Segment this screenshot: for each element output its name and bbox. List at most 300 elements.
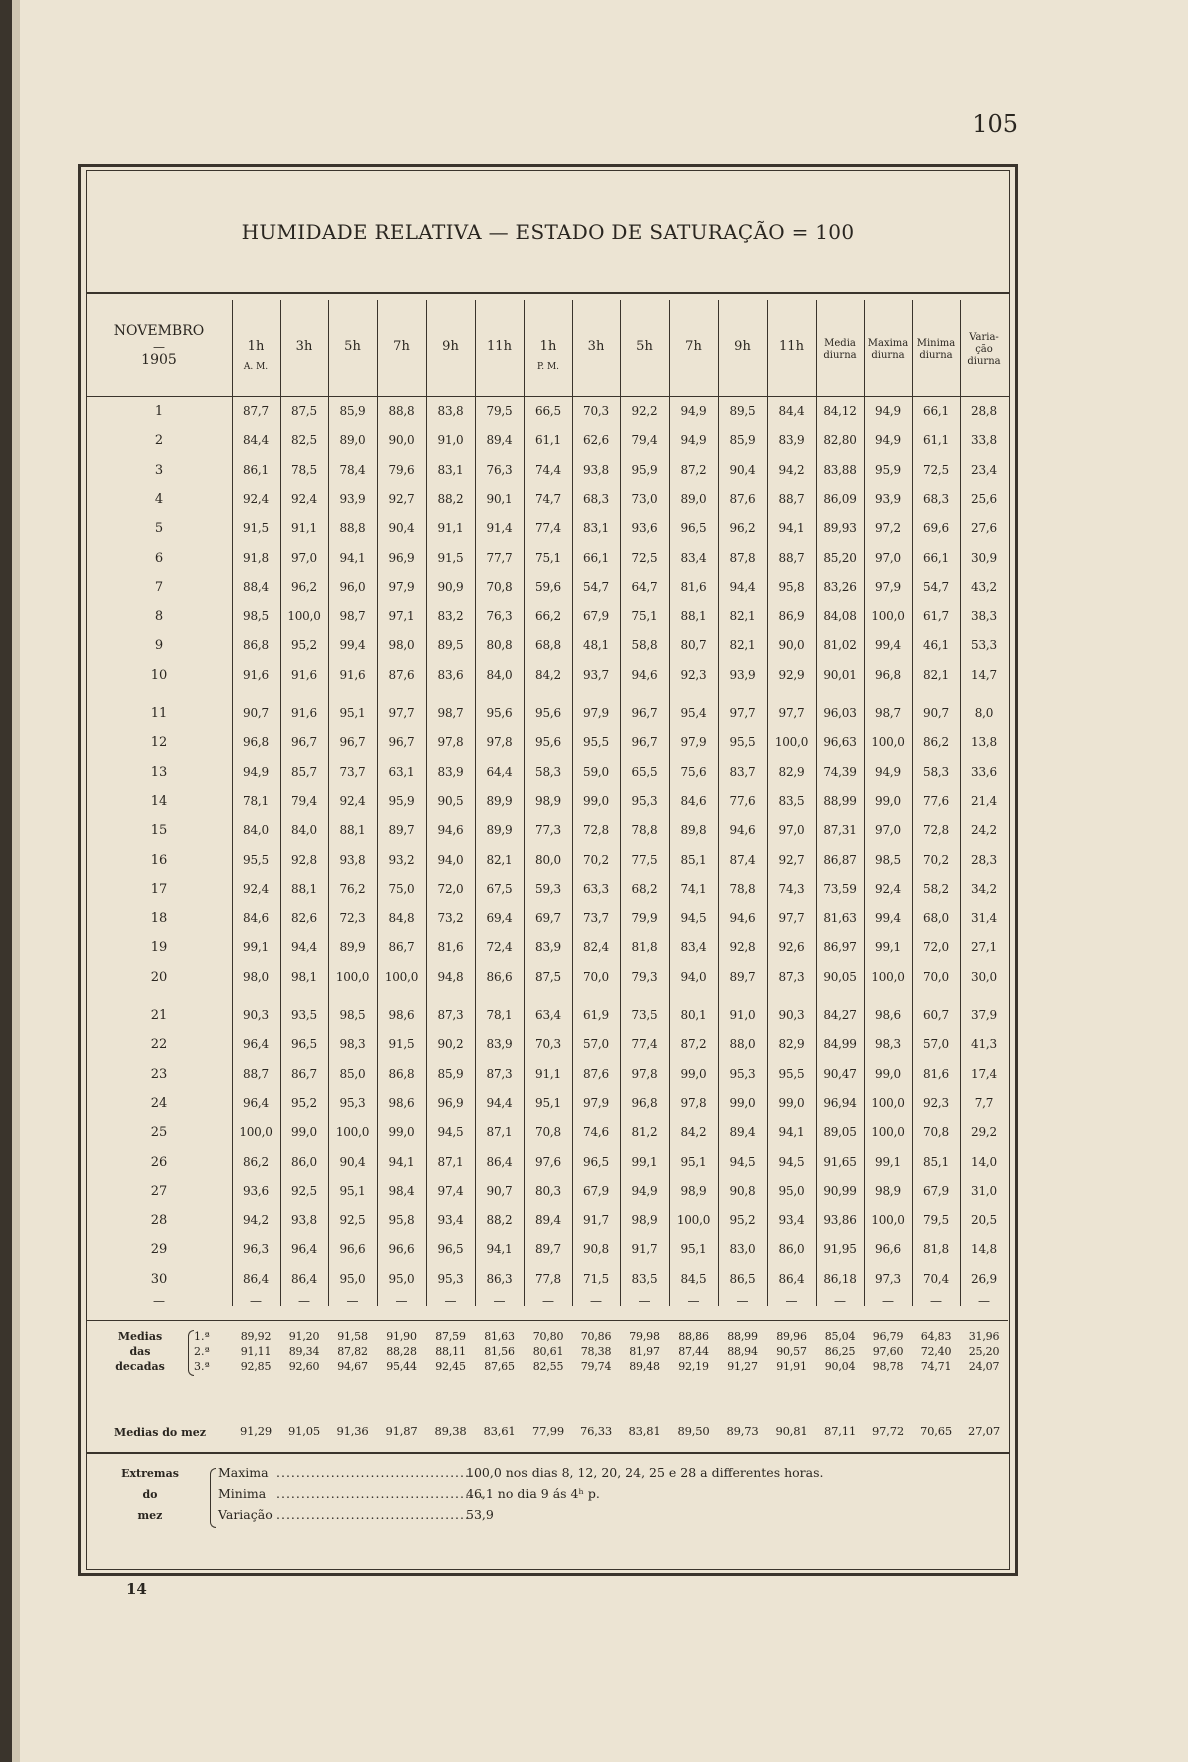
data-cell: 93,7: [583, 667, 609, 682]
title-rule: [86, 292, 1010, 294]
data-cell: 99,4: [875, 911, 901, 926]
data-cell: 98,3: [339, 1037, 366, 1052]
day-number: 14: [150, 793, 168, 809]
data-cell: 41,3: [971, 1037, 997, 1052]
data-cell: 90,1: [486, 491, 513, 506]
data-cell: 98,5: [339, 1008, 366, 1022]
day-number: 5: [154, 521, 164, 537]
data-cell: 89,5: [729, 404, 756, 418]
day-number: 4: [154, 491, 164, 507]
data-cell: 89,4: [486, 433, 513, 448]
data-cell: 88,4: [243, 579, 269, 594]
header-summary-label: ção: [975, 344, 993, 355]
data-cell: 83,6: [437, 667, 464, 682]
header-hour: 11h: [487, 339, 512, 354]
dash-cell: —: [542, 1294, 554, 1308]
data-cell: 88,7: [778, 491, 805, 506]
data-cell: 86,4: [778, 1271, 805, 1286]
data-cell: 88,99: [823, 793, 857, 808]
data-cell: 80,8: [486, 638, 513, 653]
data-cell: 78,5: [291, 462, 317, 477]
data-cell: 96,6: [875, 1242, 901, 1257]
data-cell: 78,4: [339, 462, 366, 477]
data-cell: 92,4: [291, 491, 317, 506]
data-cell: 83,9: [486, 1037, 513, 1052]
dash-cell: —: [638, 1294, 651, 1308]
data-cell: 90,7: [243, 706, 269, 720]
data-cell: 97,9: [875, 579, 901, 594]
data-cell: 93,6: [243, 1183, 269, 1198]
data-cell: 87,31: [823, 823, 857, 838]
data-cell: 89,5: [437, 638, 464, 653]
data-cell: 74,39: [823, 764, 857, 779]
day-number: 12: [150, 735, 168, 751]
data-cell: 87,2: [680, 1037, 707, 1052]
data-cell: 86,18: [823, 1271, 857, 1286]
data-cell: 95,9: [388, 793, 415, 808]
data-cell: 54,7: [923, 579, 949, 594]
data-cell: 83,0: [729, 1242, 756, 1257]
data-cell: 89,7: [535, 1242, 561, 1257]
data-cell: 66,1: [583, 550, 609, 565]
data-cell: 82,1: [486, 852, 513, 867]
data-cell: 91,1: [437, 521, 464, 536]
data-cell: 89,9: [486, 793, 513, 808]
dash-cell: —: [882, 1294, 894, 1308]
data-cell: 88,7: [243, 1066, 269, 1081]
data-cell: 94,1: [486, 1242, 513, 1257]
data-cell: 91,0: [437, 433, 464, 448]
header-hour-period: P. M.: [536, 362, 560, 372]
data-cell: 72,3: [339, 911, 366, 926]
data-cell: 87,6: [583, 1066, 609, 1081]
decade-cell: 87,65: [484, 1360, 515, 1373]
header-hour: 3h: [587, 339, 605, 354]
data-cell: 100,0: [335, 969, 370, 984]
data-cell: 84,08: [823, 609, 857, 624]
data-cell: 91,5: [243, 521, 269, 536]
data-cell: 91,0: [729, 1008, 756, 1022]
data-cell: 82,9: [778, 764, 805, 779]
decade-cell: 70,80: [532, 1330, 564, 1343]
data-cell: 83,4: [680, 550, 707, 565]
data-cell: 98,0: [243, 969, 269, 984]
data-cell: 81,6: [923, 1066, 949, 1081]
data-cell: 86,3: [486, 1271, 513, 1286]
dash-cell: —: [395, 1294, 408, 1308]
data-cell: 75,6: [680, 764, 707, 779]
header-year: 1905: [141, 352, 177, 368]
day-number: 22: [150, 1037, 168, 1053]
data-cell: 8,0: [974, 706, 994, 720]
data-cell: 7,7: [974, 1095, 994, 1110]
data-cell: 96,9: [388, 550, 415, 565]
data-cell: 93,2: [388, 852, 415, 867]
data-cell: 46,1: [923, 638, 949, 653]
data-cell: 94,1: [778, 521, 805, 536]
data-cell: 97,9: [583, 1095, 609, 1110]
data-cell: 92,8: [729, 940, 756, 955]
data-cell: 95,2: [729, 1213, 756, 1228]
data-cell: 87,3: [437, 1008, 464, 1022]
data-cell: 83,8: [437, 404, 464, 418]
data-cell: 89,0: [680, 491, 707, 506]
extreme-value: 53,9: [466, 1507, 494, 1522]
data-cell: 98,7: [339, 609, 366, 624]
data-cell: 95,8: [388, 1213, 415, 1228]
data-cell: 100,0: [384, 969, 419, 984]
monthly-cell: 97,72: [872, 1424, 904, 1438]
data-cell: 79,4: [631, 433, 658, 448]
data-cell: 60,7: [923, 1008, 949, 1022]
data-cell: 64,4: [486, 764, 513, 779]
data-cell: 94,0: [437, 852, 464, 867]
data-cell: 95,0: [388, 1271, 415, 1286]
data-cell: 96,8: [875, 667, 901, 682]
data-cell: 83,5: [631, 1271, 658, 1286]
header-hour: 1h: [247, 339, 265, 354]
data-cell: 70,8: [486, 579, 513, 594]
data-cell: 87,4: [729, 852, 756, 867]
dash-cell: —: [250, 1294, 262, 1308]
data-cell: 91,95: [823, 1242, 857, 1257]
data-cell: 95,1: [339, 706, 366, 720]
data-cell: 66,2: [535, 609, 561, 624]
data-cell: 92,5: [291, 1183, 317, 1198]
day-number: 6: [154, 550, 164, 566]
data-cell: 94,9: [680, 404, 707, 418]
header-hour: 1h: [539, 339, 557, 354]
data-cell: 77,4: [535, 521, 561, 536]
data-cell: 74,3: [778, 881, 805, 896]
page-edge: [12, 0, 20, 1762]
data-cell: 76,3: [486, 462, 513, 477]
decade-cell: 88,94: [727, 1345, 758, 1358]
day-number: 24: [150, 1095, 168, 1111]
decade-cell: 24,07: [968, 1360, 1000, 1373]
data-cell: 100,0: [287, 609, 321, 624]
data-cell: 95,0: [339, 1271, 366, 1286]
decade-cell: 88,86: [678, 1330, 709, 1343]
data-cell: 57,0: [923, 1037, 949, 1052]
data-cell: 14,0: [971, 1154, 997, 1169]
data-cell: 97,0: [875, 823, 901, 838]
monthly-cell: 91,36: [336, 1424, 369, 1438]
data-cell: 84,99: [823, 1037, 857, 1052]
data-cell: 100,0: [871, 1213, 905, 1228]
monthly-cell: 91,87: [385, 1424, 418, 1438]
monthly-label: Medias do mez: [114, 1426, 206, 1439]
data-cell: 94,5: [778, 1154, 805, 1169]
decade-cell: 89,96: [776, 1330, 807, 1343]
decade-cell: 87,82: [337, 1345, 368, 1358]
data-cell: 90,3: [243, 1008, 269, 1022]
data-cell: 93,8: [291, 1213, 317, 1228]
data-cell: 92,3: [923, 1095, 949, 1110]
data-cell: 90,4: [339, 1154, 366, 1169]
data-cell: 92,5: [339, 1213, 366, 1228]
data-cell: 84,4: [778, 404, 805, 418]
data-cell: 64,7: [631, 579, 658, 594]
data-cell: 84,0: [486, 667, 513, 682]
data-cell: 66,5: [535, 404, 561, 418]
data-cell: 96,4: [291, 1242, 317, 1257]
data-cell: 94,9: [875, 764, 901, 779]
data-cell: 97,7: [729, 706, 756, 720]
data-cell: 87,1: [437, 1154, 464, 1169]
signature-mark: 14: [126, 1580, 147, 1598]
data-cell: 95,4: [680, 706, 707, 720]
data-cell: 85,9: [339, 404, 366, 418]
data-cell: 81,63: [823, 911, 857, 926]
decade-cell: 72,40: [920, 1345, 952, 1358]
data-cell: 94,0: [680, 969, 707, 984]
data-cell: 91,1: [291, 521, 317, 536]
day-number: 18: [150, 911, 168, 927]
data-cell: 96,5: [291, 1037, 317, 1052]
decade-cell: 87,59: [435, 1330, 466, 1343]
data-cell: 97,9: [680, 735, 707, 750]
data-cell: 80,7: [680, 638, 707, 653]
data-cell: 72,5: [631, 550, 658, 565]
data-cell: 92,3: [680, 667, 707, 682]
data-cell: 98,7: [437, 706, 464, 720]
data-cell: 87,3: [486, 1066, 513, 1081]
data-cell: 94,1: [388, 1154, 415, 1169]
data-cell: 23,4: [971, 462, 997, 477]
data-cell: 93,4: [437, 1213, 464, 1228]
monthly-cell: 27,07: [968, 1424, 1000, 1438]
decade-cell: 74,71: [920, 1360, 952, 1373]
data-cell: 86,8: [388, 1066, 415, 1081]
data-cell: 27,1: [971, 940, 997, 955]
data-cell: 95,0: [778, 1183, 805, 1198]
data-cell: 62,6: [583, 433, 609, 448]
data-cell: 92,9: [778, 667, 805, 682]
data-cell: 94,6: [729, 911, 756, 926]
data-cell: 31,0: [971, 1183, 997, 1198]
data-cell: 95,5: [778, 1066, 805, 1081]
day-number: 29: [150, 1242, 168, 1258]
data-cell: 96,2: [291, 579, 317, 594]
monthly-rule: [86, 1452, 1010, 1454]
data-cell: 99,0: [778, 1095, 805, 1110]
decade-cell: 95,44: [386, 1360, 417, 1373]
data-cell: 33,8: [971, 433, 997, 448]
header-summary-label: Minima: [916, 338, 956, 349]
day-number: 13: [150, 764, 168, 780]
data-cell: 96,03: [823, 706, 857, 720]
header-summary-label: Varia-: [969, 332, 999, 343]
extreme-leader: .........................................: [276, 1465, 480, 1480]
data-cell: 94,5: [729, 1154, 756, 1169]
data-cell: 91,6: [339, 667, 366, 682]
decade-ordinal: 1.ª: [194, 1330, 210, 1343]
day-number: 30: [150, 1271, 168, 1287]
data-cell: 96,9: [437, 1095, 464, 1110]
data-cell: 95,2: [291, 1095, 317, 1110]
data-cell: 84,5: [680, 1271, 707, 1286]
data-cell: 83,9: [437, 764, 464, 779]
data-cell: 20,5: [971, 1213, 997, 1228]
data-cell: 90,5: [437, 793, 464, 808]
data-cell: 89,05: [823, 1125, 857, 1140]
header-hour: 7h: [393, 339, 410, 354]
data-cell: 28,8: [971, 404, 997, 418]
decade-cell: 92,19: [678, 1360, 709, 1373]
monthly-cell: 90,81: [775, 1424, 808, 1438]
data-cell: 79,6: [388, 462, 415, 477]
data-cell: 83,5: [778, 793, 805, 808]
data-cell: 94,4: [291, 940, 317, 955]
header-summary-label: diurna: [823, 350, 857, 361]
data-cell: 89,9: [339, 940, 366, 955]
data-cell: 54,7: [583, 579, 609, 594]
decade-cell: 85,04: [824, 1330, 856, 1343]
data-cell: 84,0: [243, 823, 269, 838]
data-cell: 85,1: [923, 1154, 949, 1169]
data-cell: 95,8: [778, 579, 805, 594]
data-cell: 80,1: [680, 1008, 707, 1022]
data-cell: 77,8: [535, 1271, 561, 1286]
data-cell: 100,0: [871, 969, 905, 984]
data-cell: 82,6: [291, 911, 317, 926]
data-cell: 70,0: [923, 969, 949, 984]
monthly-cell: 87,11: [824, 1424, 856, 1438]
data-cell: 70,8: [923, 1125, 949, 1140]
data-cell: 73,0: [631, 491, 658, 506]
data-cell: 68,2: [631, 881, 658, 896]
decade-cell: 91,11: [240, 1345, 272, 1358]
data-cell: 69,4: [486, 911, 513, 926]
data-cell: 98,5: [875, 852, 901, 867]
data-cell: 89,0: [339, 433, 366, 448]
data-cell: 95,3: [437, 1271, 464, 1286]
data-cell: 94,4: [486, 1095, 513, 1110]
data-cell: 68,3: [923, 491, 949, 506]
header-rule: [86, 396, 1010, 397]
data-cell: 100,0: [871, 1095, 905, 1110]
data-cell: 81,6: [680, 579, 707, 594]
decade-cell: 89,34: [288, 1345, 320, 1358]
extreme-name: Variação: [218, 1507, 273, 1522]
data-cell: 99,0: [680, 1066, 707, 1081]
data-cell: 84,2: [535, 667, 561, 682]
data-cell: 98,9: [631, 1213, 658, 1228]
data-cell: 83,2: [437, 609, 464, 624]
data-cell: 77,6: [923, 793, 949, 808]
monthly-cell: 89,50: [677, 1424, 710, 1438]
day-number: 2: [154, 433, 164, 449]
decade-cell: 89,48: [629, 1360, 660, 1373]
data-cell: 90,9: [437, 579, 464, 594]
data-cell: 61,9: [583, 1008, 609, 1022]
data-cell: 98,9: [535, 793, 561, 808]
data-cell: 87,6: [388, 667, 415, 682]
day-number: 11: [150, 706, 168, 721]
data-cell: 96,4: [243, 1095, 269, 1110]
decade-cell: 98,78: [872, 1360, 904, 1373]
data-cell: 26,9: [971, 1271, 997, 1286]
decade-cell: 78,38: [580, 1345, 612, 1358]
data-cell: 72,4: [486, 940, 513, 955]
data-cell: 97,7: [388, 706, 415, 720]
data-cell: 91,4: [486, 521, 513, 536]
day-number: 7: [154, 579, 164, 595]
decade-cell: 90,04: [824, 1360, 856, 1373]
data-cell: 82,4: [583, 940, 609, 955]
data-cell: 86,97: [823, 940, 857, 955]
dash-cell: —: [930, 1294, 942, 1308]
data-cell: 88,0: [729, 1037, 756, 1052]
decade-ordinal: 2.ª: [194, 1345, 210, 1358]
header-hour: 9h: [734, 339, 751, 354]
decade-cell: 92,85: [240, 1360, 272, 1373]
data-cell: 86,09: [823, 491, 857, 506]
data-cell: 100,0: [335, 1125, 370, 1140]
data-cell: 99,1: [875, 1154, 901, 1169]
data-cell: 85,9: [729, 433, 756, 448]
data-cell: 77,6: [729, 793, 756, 808]
data-cell: 67,9: [583, 1183, 609, 1198]
day-number: 3: [154, 462, 164, 478]
header-hour-period: A. M.: [243, 362, 269, 372]
extreme-name: Maxima: [218, 1465, 269, 1480]
dash-cell: —: [444, 1294, 457, 1308]
data-cell: 17,4: [971, 1066, 997, 1081]
data-cell: 58,2: [923, 881, 949, 896]
data-cell: 85,9: [437, 1066, 464, 1081]
data-cell: 69,7: [535, 911, 561, 926]
data-cell: 86,4: [291, 1271, 317, 1286]
data-cell: 85,20: [823, 550, 857, 565]
data-cell: 67,5: [486, 881, 513, 896]
data-cell: 93,5: [291, 1008, 317, 1022]
data-cell: 98,0: [388, 638, 415, 653]
day-number: 16: [150, 852, 168, 868]
data-cell: 95,9: [631, 462, 658, 477]
decade-cell: 89,92: [240, 1330, 272, 1343]
decade-cell: 25,20: [968, 1345, 1000, 1358]
decade-cell: 70,86: [580, 1330, 612, 1343]
data-cell: 90,7: [923, 706, 949, 720]
decade-ordinal: 3.ª: [194, 1360, 210, 1373]
data-cell: 89,8: [680, 823, 707, 838]
dash-cell: —: [153, 1294, 165, 1308]
data-cell: 61,1: [923, 433, 949, 448]
header-hour: 9h: [442, 339, 459, 354]
data-cell: 84,6: [243, 911, 269, 926]
data-cell: 99,1: [875, 940, 901, 955]
data-cell: 94,9: [875, 404, 901, 418]
page-number: 105: [972, 110, 1018, 138]
data-cell: 82,9: [778, 1037, 805, 1052]
data-cell: 85,7: [291, 764, 317, 779]
data-cell: 86,6: [486, 969, 513, 984]
data-cell: 95,1: [535, 1095, 561, 1110]
monthly-cell: 89,38: [434, 1424, 467, 1438]
data-cell: 75,1: [631, 609, 658, 624]
data-cell: 89,7: [388, 823, 415, 838]
data-cell: 90,4: [729, 462, 756, 477]
data-cell: 84,0: [291, 823, 317, 838]
data-cell: 48,1: [583, 638, 609, 653]
data-cell: 79,4: [291, 793, 317, 808]
data-cell: 89,4: [729, 1125, 756, 1140]
decade-cell: 91,27: [727, 1360, 758, 1373]
data-cell: 80,3: [535, 1183, 561, 1198]
day-number: 19: [150, 940, 168, 956]
